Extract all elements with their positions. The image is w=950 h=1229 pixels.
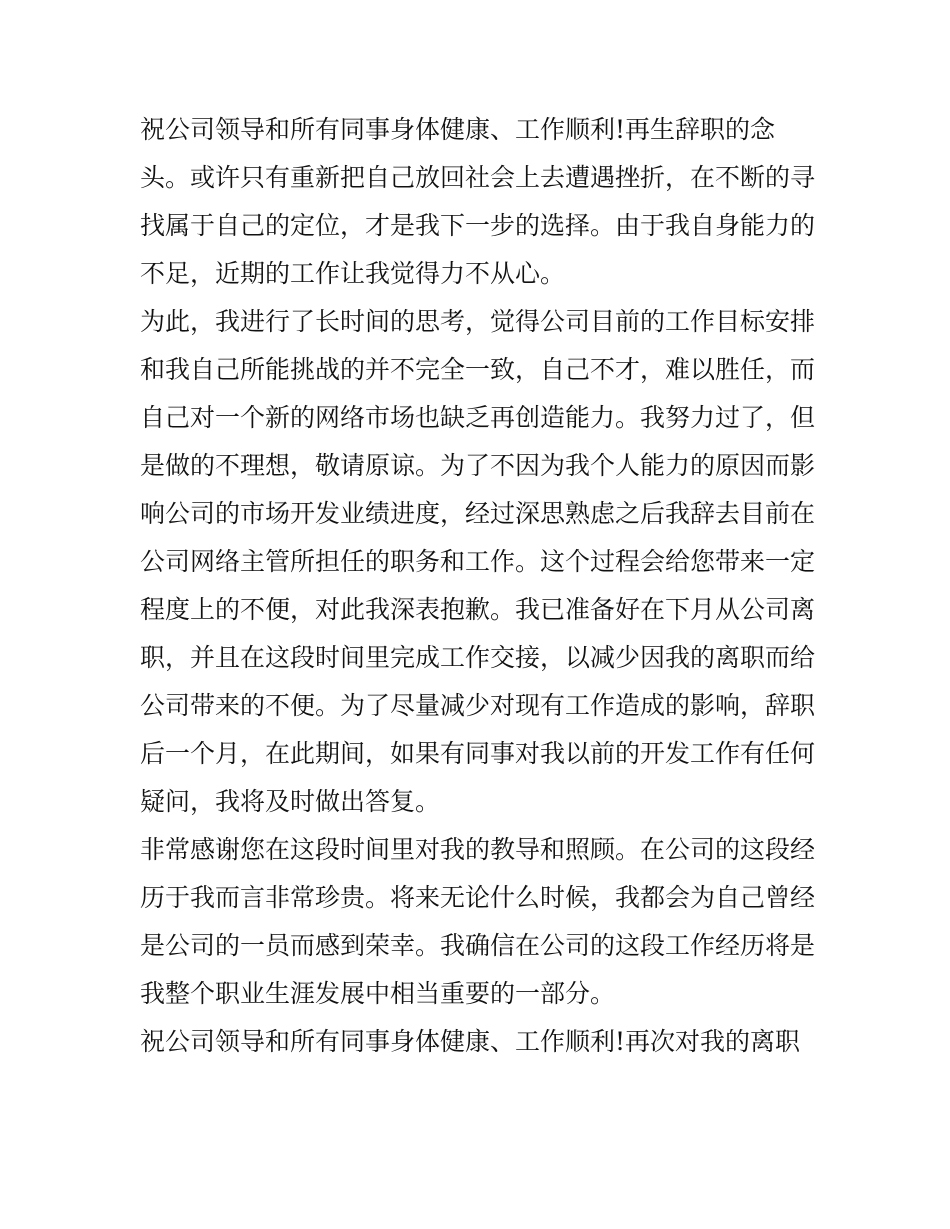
text-line: 是公司的一员而感到荣幸。我确信在公司的这段工作经历将是 [140,931,816,960]
text-line: 祝公司领导和所有同事身体健康、工作顺利!再次对我的离职 [140,1027,801,1056]
text-line: 头。或许只有重新把自己放回社会上去遭遇挫折，在不断的寻 [140,163,816,192]
text-line: 我整个职业生涯发展中相当重要的一部分。 [140,979,616,1008]
text-line: 公司网络主管所担任的职务和工作。这个过程会给您带来一定 [140,547,816,576]
text-line: 公司带来的不便。为了尽量减少对现有工作造成的影响，辞职 [140,691,816,720]
text-line: 为此，我进行了长时间的思考，觉得公司目前的工作目标安排 [140,307,816,336]
text-line: 自己对一个新的网络市场也缺乏再创造能力。我努力过了，但 [140,403,816,432]
text-line: 找属于自己的定位，才是我下一步的选择。由于我自身能力的 [140,211,816,240]
text-line: 是做的不理想，敬请原谅。为了不因为我个人能力的原因而影 [140,451,816,480]
text-line: 和我自己所能挑战的并不完全一致，自己不才，难以胜任，而 [140,355,816,384]
text-line: 程度上的不便，对此我深表抱歉。我已准备好在下月从公司离 [140,595,816,624]
text-line: 后一个月，在此期间，如果有同事对我以前的开发工作有任何 [140,739,816,768]
text-line: 非常感谢您在这段时间里对我的教导和照顾。在公司的这段经 [140,835,816,864]
document-body [140,106,830,1066]
text-line: 职，并且在这段时间里完成工作交接，以减少因我的离职而给 [140,643,816,672]
text-line: 疑问，我将及时做出答复。 [140,787,441,816]
text-line: 不足，近期的工作让我觉得力不从心。 [140,259,566,288]
text-line: 历于我而言非常珍贵。将来无论什么时候，我都会为自己曾经 [140,883,816,912]
text-line: 响公司的市场开发业绩进度，经过深思熟虑之后我辞去目前在 [140,499,816,528]
text-line: 祝公司领导和所有同事身体健康、工作顺利!再生辞职的念 [140,115,776,144]
